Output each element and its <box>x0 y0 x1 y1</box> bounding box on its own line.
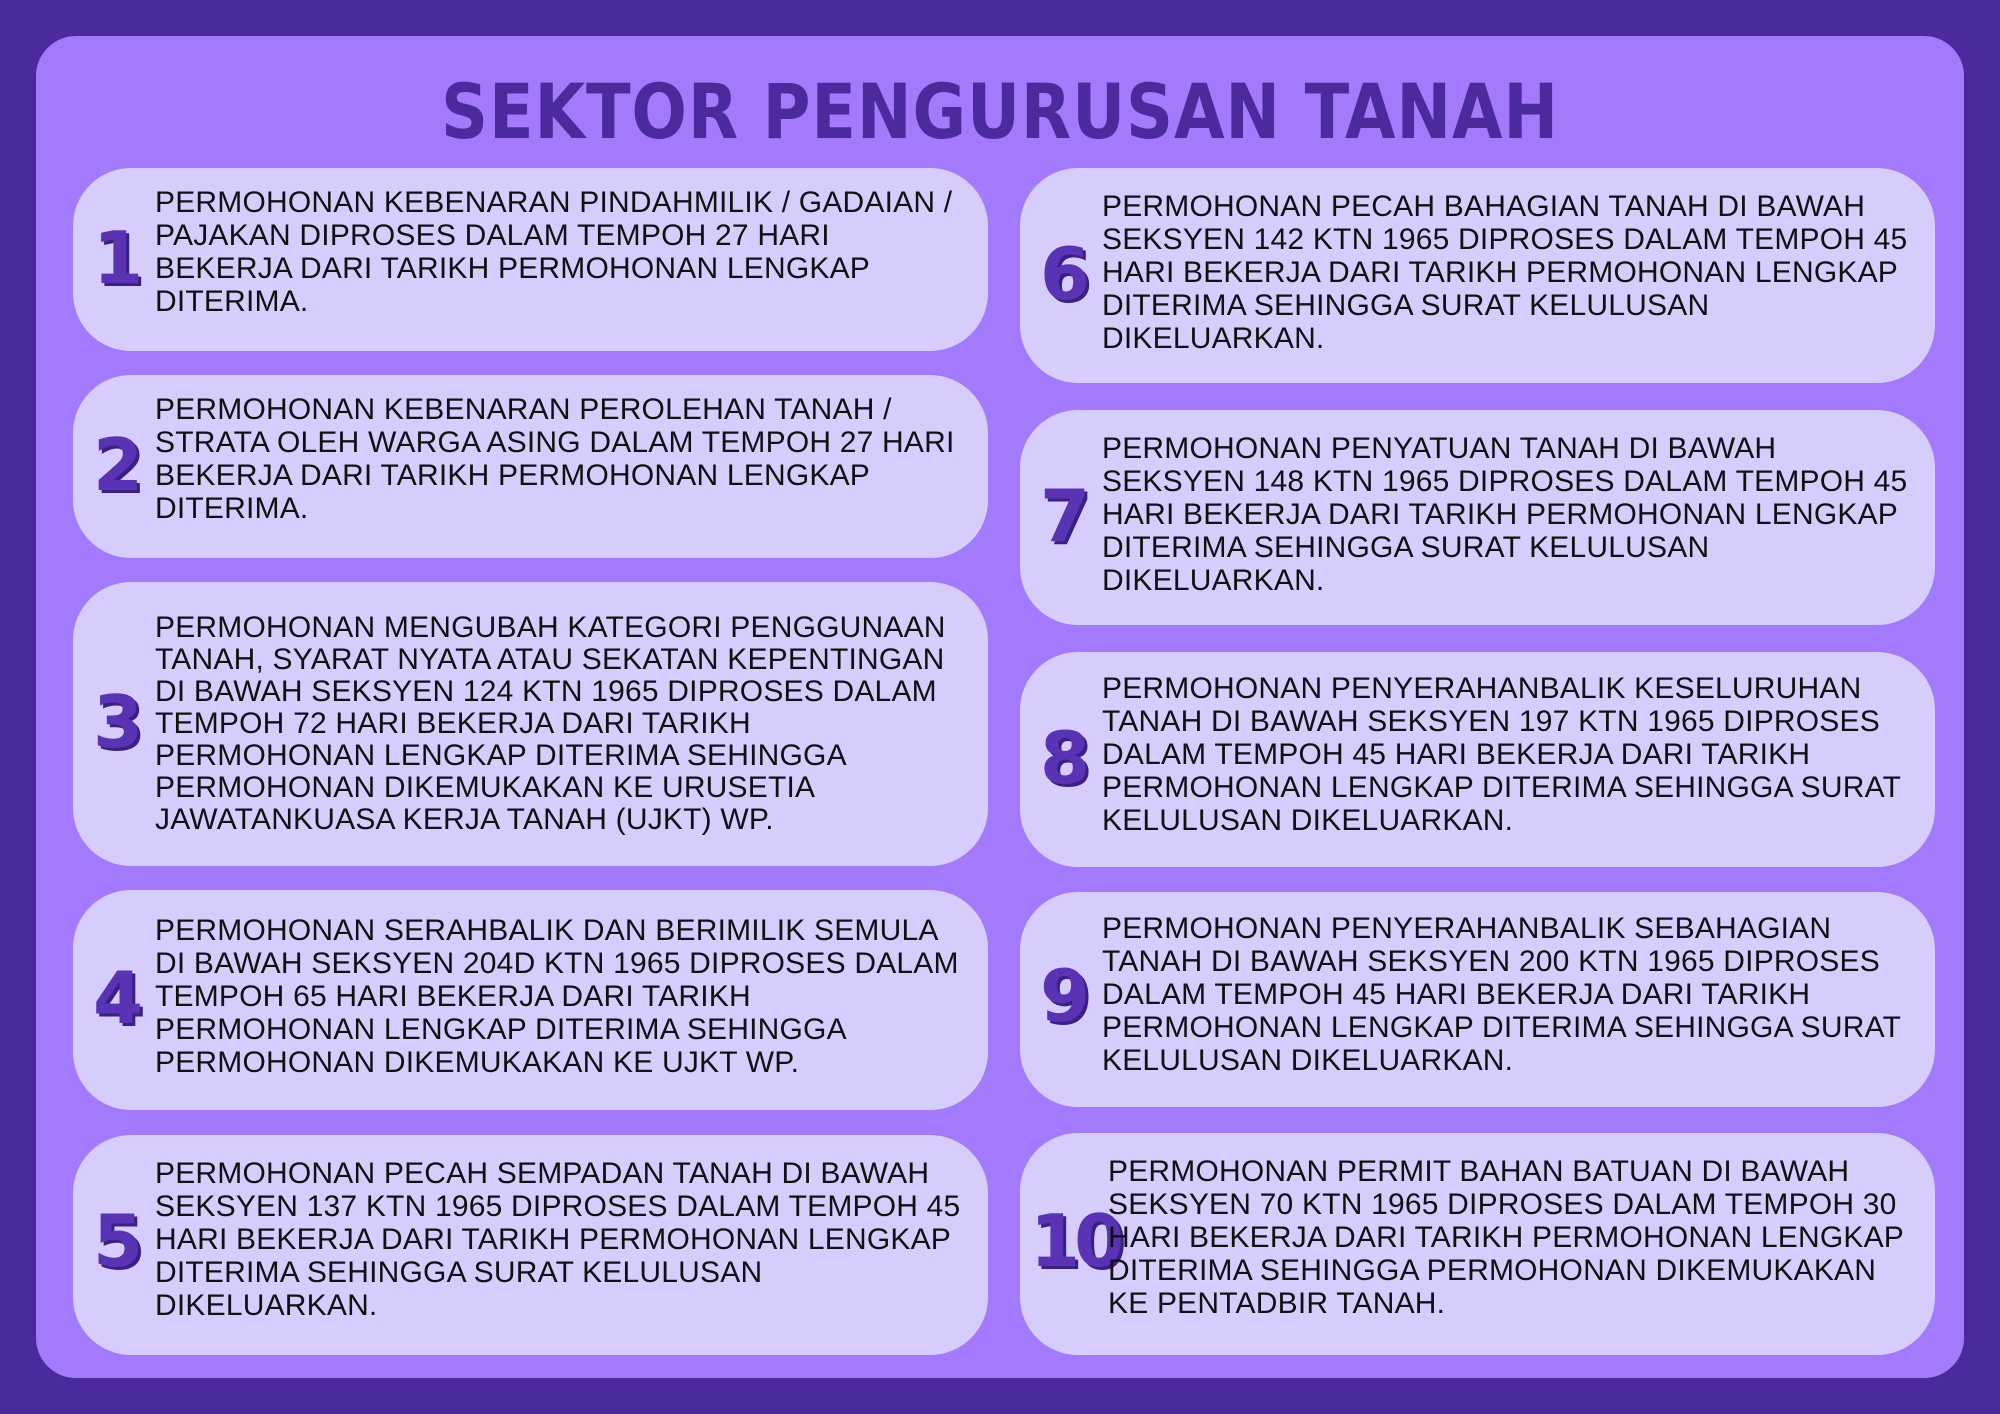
item-number: 7 <box>1040 474 1085 558</box>
item-text: PERMOHONAN PECAH BAHAGIAN TANAH DI BAWAH SEKSYEN 142 KTN 1965 DIPROSES DALAM TEMPOH 45 HARI BEKERJA DARI TARIKH PERMOHONAN LENGKAP DITERIMA SEHINGGA SURAT KELULUSAN DIKELUARKAN. <box>1102 190 1908 355</box>
item-text: PERMOHONAN KEBENARAN PEROLEHAN TANAH / STRATA OLEH WARGA ASING DALAM TEMPOH 27 HARI BEKERJA DARI TARIKH PERMOHONAN LENGKAP DITERIMA. <box>155 393 955 525</box>
service-card-9 <box>1020 892 1935 1107</box>
item-number: 1 <box>93 216 138 300</box>
item-number: 9 <box>1040 954 1085 1038</box>
service-card-6 <box>1020 168 1935 383</box>
service-card-1 <box>73 168 988 351</box>
item-number: 6 <box>1040 232 1085 316</box>
service-card-4 <box>73 890 988 1110</box>
item-number: 5 <box>93 1199 138 1283</box>
service-card-10 <box>1020 1133 1935 1355</box>
item-text: PERMOHONAN PERMIT BAHAN BATUAN DI BAWAH SEKSYEN 70 KTN 1965 DIPROSES DALAM TEMPOH 30 HARI BEKERJA DARI TARIKH PERMOHONAN LENGKAP DITERIMA SEHINGGA PERMOHONAN DIKEMUKAKAN KE PENTADBIR TANAH. <box>1108 1155 1904 1320</box>
service-card-2 <box>73 375 988 558</box>
service-card-5 <box>73 1135 988 1355</box>
item-text: PERMOHONAN KEBENARAN PINDAHMILIK / GADAIAN / PAJAKAN DIPROSES DALAM TEMPOH 27 HARI BEKERJA DARI TARIKH PERMOHONAN LENGKAP DITERIMA. <box>155 186 953 318</box>
item-number: 10 <box>1030 1199 1119 1283</box>
item-text: PERMOHONAN PENYERAHANBALIK KESELURUHAN TANAH DI BAWAH SEKSYEN 197 KTN 1965 DIPROSES DALAM TEMPOH 45 HARI BEKERJA DARI TARIKH PERMOHONAN LENGKAP DITERIMA SEHINGGA SURAT KELULUSAN DIKELUARKAN. <box>1102 672 1901 837</box>
item-number: 3 <box>93 680 138 764</box>
item-number: 4 <box>93 956 138 1040</box>
service-card-8 <box>1020 652 1935 867</box>
item-text: PERMOHONAN PECAH SEMPADAN TANAH DI BAWAH SEKSYEN 137 KTN 1965 DIPROSES DALAM TEMPOH 45 HARI BEKERJA DARI TARIKH PERMOHONAN LENGKAP DITERIMA SEHINGGA SURAT KELULUSAN DIKELUARKAN. <box>155 1157 961 1322</box>
service-card-3 <box>73 582 988 866</box>
item-number: 8 <box>1040 716 1085 800</box>
service-card-7 <box>1020 410 1935 625</box>
item-text: PERMOHONAN MENGUBAH KATEGORI PENGGUNAAN TANAH, SYARAT NYATA ATAU SEKATAN KEPENTINGAN DI BAWAH SEKSYEN 124 KTN 1965 DIPROSES DALAM TEMPOH 72 HARI BEKERJA DARI TARIKH PERMOHONAN LENGKAP DITERIMA SEHINGGA PERMOHONAN DIKEMUKAKAN KE URUSETIA JAWATANKUASA KERJA TANAH (UJKT) WP. <box>155 611 946 836</box>
item-text: PERMOHONAN PENYERAHANBALIK SEBAHAGIAN TANAH DI BAWAH SEKSYEN 200 KTN 1965 DIPROSES DALAM TEMPOH 45 HARI BEKERJA DARI TARIKH PERMOHONAN LENGKAP DITERIMA SEHINGGA SURAT KELULUSAN DIKELUARKAN. <box>1102 912 1901 1077</box>
page-title: SEKTOR PENGURUSAN TANAH <box>441 67 1559 156</box>
item-text: PERMOHONAN SERAHBALIK DAN BERIMILIK SEMULA DI BAWAH SEKSYEN 204D KTN 1965 DIPROSES DALAM TEMPOH 65 HARI BEKERJA DARI TARIKH PERMOHONAN LENGKAP DITERIMA SEHINGGA PERMOHONAN DIKEMUKAKAN KE UJKT WP. <box>155 914 959 1079</box>
item-number: 2 <box>93 423 138 507</box>
item-text: PERMOHONAN PENYATUAN TANAH DI BAWAH SEKSYEN 148 KTN 1965 DIPROSES DALAM TEMPOH 45 HARI BEKERJA DARI TARIKH PERMOHONAN LENGKAP DITERIMA SEHINGGA SURAT KELULUSAN DIKELUARKAN. <box>1102 432 1908 597</box>
